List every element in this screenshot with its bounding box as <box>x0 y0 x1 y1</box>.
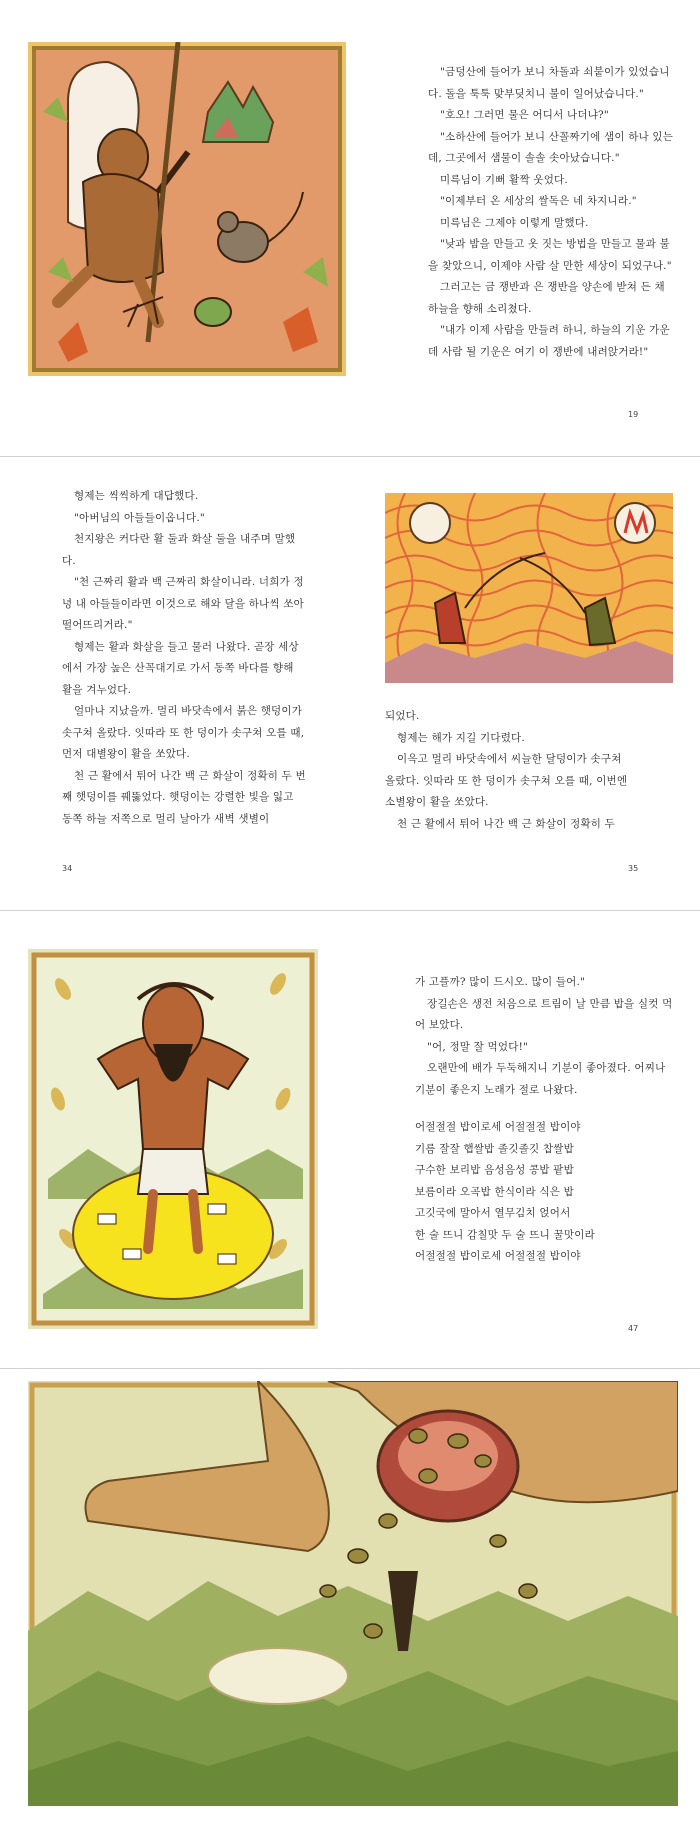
page-number: 47 <box>628 1324 639 1333</box>
paragraph: 그러고는 금 쟁반과 은 쟁반을 양손에 받쳐 든 채 하늘을 향해 소리쳤다. <box>428 281 665 315</box>
paragraph: 되었다. <box>385 710 420 722</box>
paragraph: 가 고플까? 많이 드시오. 많이 들어." <box>415 976 586 988</box>
verse-line: 구수한 보리밥 음성음성 콩밥 팥밥 <box>415 1164 574 1176</box>
page-number: 35 <box>628 864 639 873</box>
page-number: 34 <box>62 864 73 873</box>
verse-line: 기름 잘잘 햅쌀밥 졸깃졸깃 찹쌀밥 <box>415 1142 574 1155</box>
spread-1 <box>0 0 700 455</box>
illustration-archers <box>385 493 673 683</box>
paragraph: 미륵님이 기뻐 활짝 웃었다. <box>440 173 568 186</box>
spread-2 <box>0 457 700 909</box>
illustration-god-with-staff <box>28 42 346 376</box>
paragraph: "내가 이제 사람을 만들려 하니, 하늘의 기운 가운데 사람 될 기운은 여기 이 쟁반에 내려앉거라!" <box>428 324 670 358</box>
illustration-giant-bowl <box>28 949 318 1329</box>
paragraph: 오랜만에 배가 두둑해지니 기분이 좋아졌다. 어찌나 기분이 좋은지 노래가 절로 나왔다. <box>415 1062 666 1096</box>
spread-3 <box>0 911 700 1367</box>
paragraph: 얼마나 지났을까. 멀리 바닷속에서 붉은 햇덩이가 솟구쳐 올랐다. 잇따라 또 한 덩이가 솟구쳐 오를 때, 먼저 대별왕이 활을 쏘았다. <box>62 705 305 760</box>
verse-line: 한 술 뜨니 감칠맛 두 술 뜨니 꿀맛이라 <box>415 1228 595 1241</box>
paragraph: "낮과 밤을 만들고 옷 짓는 방법을 만들고 물과 불을 찾았으니, 이제야 사람 살 만한 세상이 되었구나." <box>428 238 672 272</box>
verse-line: 고깃국에 말아서 열무김치 얹어서 <box>415 1207 571 1219</box>
paragraph: "아버님의 아들들이옵니다." <box>74 511 205 524</box>
paragraph: 이윽고 멀리 바닷속에서 씨늘한 달덩이가 솟구쳐 올랐다. 잇따라 또 한 덩이가 솟구쳐 오를 때, 이번엔 소별왕이 활을 쏘았다. <box>385 753 628 808</box>
page-47-text <box>415 972 677 1268</box>
verse-line: 어절절절 밥이로세 어절절절 밥이야 <box>415 1121 581 1133</box>
paragraph: "어, 정말 잘 먹었다!" <box>427 1040 529 1053</box>
page-number: 19 <box>628 410 639 419</box>
page-35-text <box>385 706 635 835</box>
page-34-text <box>62 486 306 830</box>
page-19-text <box>428 62 674 363</box>
paragraph: 천 근 활에서 튀어 나간 백 근 화살이 정확히 두 <box>397 817 616 830</box>
paragraph: "금덩산에 들어가 보니 차돌과 쇠붙이가 있었습니다. 돌을 툭툭 맞부딪치니 불이 일어났습니다." <box>428 66 670 100</box>
paragraph: "소하산에 들어가 보니 산꼴짜기에 샘이 하나 있는데, 그곳에서 샘물이 솔솔 솟아났습니다." <box>428 130 674 164</box>
illustration-giant-mouth <box>28 1381 678 1806</box>
paragraph: 형제는 씩씩하게 대답했다. <box>74 490 199 502</box>
paragraph: 장길손은 생전 처음으로 트림이 날 만큼 밥을 실컷 먹어 보았다. <box>415 997 673 1031</box>
paragraph: 천지왕은 커다란 활 둘과 화살 둘을 내주며 말했다. <box>62 533 296 567</box>
spread-4 <box>0 1369 700 1824</box>
paragraph: "천 근짜리 활과 백 근짜리 화살이니라. 너희가 정녕 내 아들들이라면 이것으로 해와 달을 하나씩 쏘아 떨어뜨리거라." <box>62 576 304 631</box>
paragraph: 형제는 해가 지길 기다렸다. <box>397 731 525 744</box>
paragraph: "이제부터 온 세상의 쌀독은 네 차지니라." <box>440 195 637 207</box>
verse-line: 어절절절 밥이로세 어절절절 밥이야 <box>415 1250 581 1262</box>
paragraph: "호오! 그러면 물은 어디서 나더냐?" <box>440 109 609 121</box>
paragraph: 미륵님은 그제야 이렇게 말했다. <box>440 216 589 229</box>
paragraph: 천 근 활에서 튀어 나간 백 근 화살이 정확히 두 번째 햇덩이를 꿰뚫었다. 햇덩이는 강렬한 빛을 잃고 동쪽 하늘 저쪽으로 멀리 날아가 새벽 샛별이 <box>62 769 306 825</box>
paragraph: 형제는 활과 화살을 들고 물러 나왔다. 곧장 세상에서 가장 높은 산꼭대기로 가서 동쪽 바다를 향해 활을 겨누었다. <box>62 640 299 696</box>
verse-line: 보름이라 오곡밥 한식이라 식은 밥 <box>415 1185 574 1198</box>
